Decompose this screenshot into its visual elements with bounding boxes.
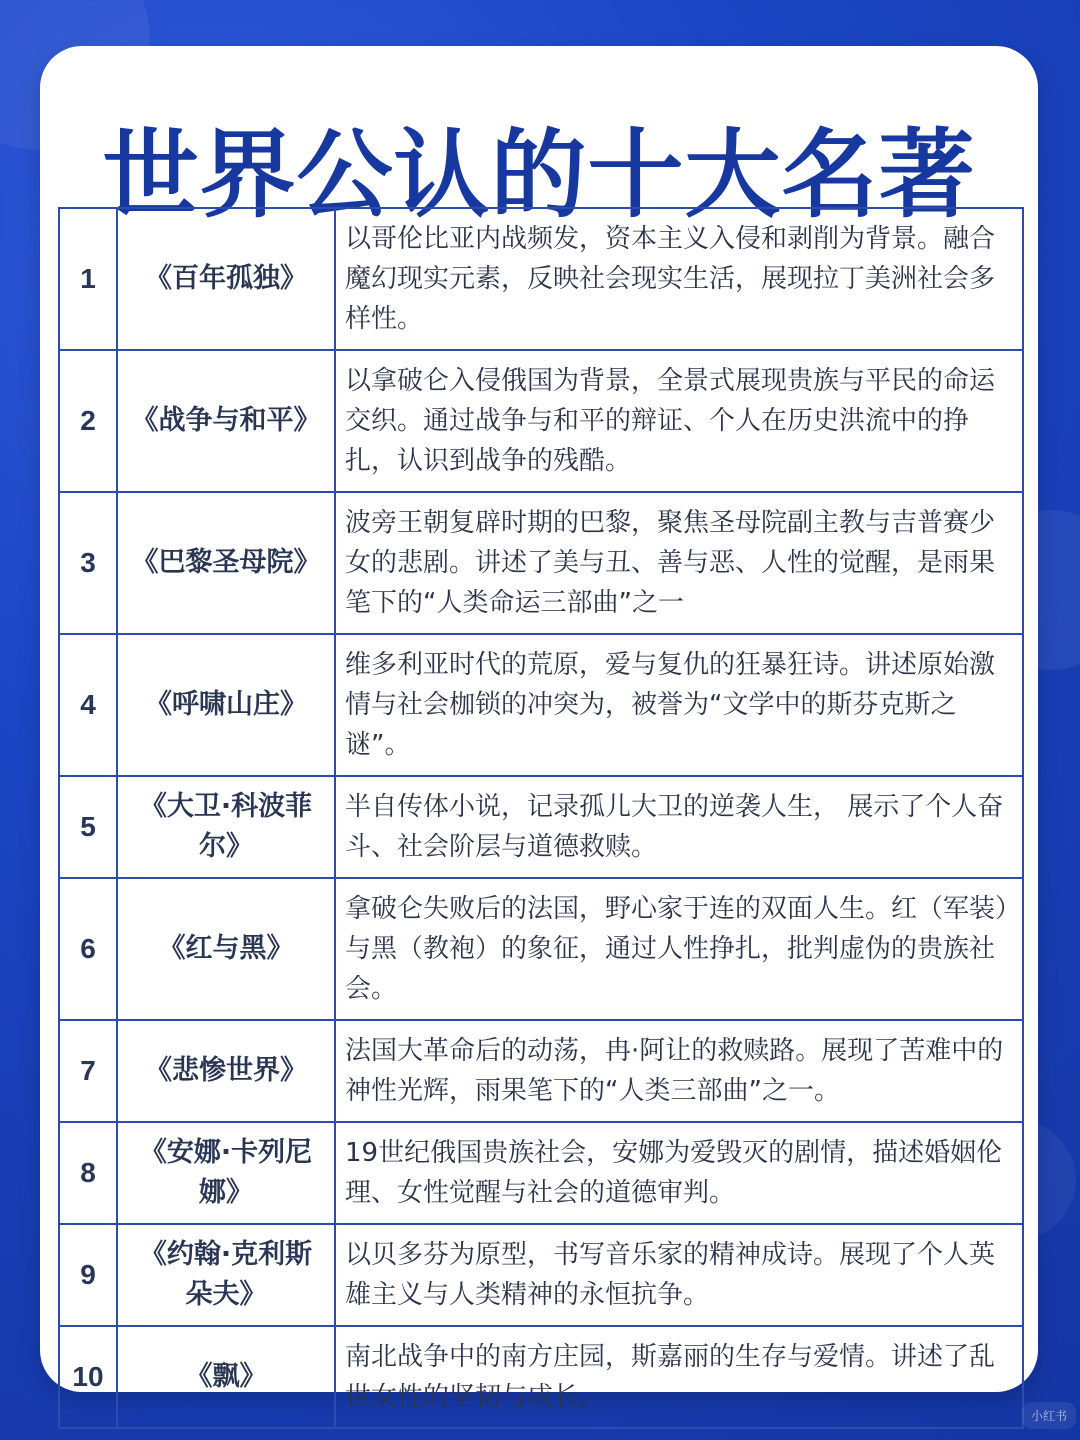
table-row (59, 1326, 1023, 1428)
book-title: 《红与黑》 (117, 878, 335, 1020)
book-description: 以贝多芬为原型，书写音乐家的精神成诗。展现了个人英雄主义与人类精神的永恒抗争。 (335, 1224, 1023, 1326)
books-table (58, 207, 1024, 1429)
book-title: 《百年孤独》 (117, 208, 335, 350)
row-number: 7 (59, 1020, 117, 1122)
book-description: 以哥伦比亚内战频发，资本主义入侵和剥削为背景。融合魔幻现实元素，反映社会现实生活，展现拉丁美洲社会多样性。 (335, 208, 1023, 350)
page-title: 世界公认的十大名著 (102, 119, 976, 231)
book-description: 以拿破仑入侵俄国为背景，全景式展现贵族与平民的命运交织。通过战争与和平的辩证、个人在历史洪流中的挣扎，认识到战争的残酷。 (335, 350, 1023, 492)
table-row (59, 350, 1023, 492)
table-row (59, 492, 1023, 634)
row-number: 5 (59, 776, 117, 878)
row-number: 2 (59, 350, 117, 492)
row-number: 6 (59, 878, 117, 1020)
row-number: 1 (59, 208, 117, 350)
book-description: 维多利亚时代的荒原，爱与复仇的狂暴狂诗。讲述原始激情与社会枷锁的冲突为，被誉为“文学中的斯芬克斯之谜”。 (335, 634, 1023, 776)
row-number: 3 (59, 492, 117, 634)
book-title: 《大卫·科波菲尔》 (117, 776, 335, 878)
book-description: 波旁王朝复辟时期的巴黎，聚焦圣母院副主教与吉普赛少女的悲剧。讲述了美与丑、善与恶、人性的觉醒，是雨果笔下的“人类命运三部曲”之一 (335, 492, 1023, 634)
book-description: 法国大革命后的动荡，冉·阿让的救赎路。展现了苦难中的神性光辉，雨果笔下的“人类三部曲”之一。 (335, 1020, 1023, 1122)
book-title: 《悲惨世界》 (117, 1020, 335, 1122)
row-number: 4 (59, 634, 117, 776)
book-title: 《安娜·卡列尼娜》 (117, 1122, 335, 1224)
table-row (59, 1122, 1023, 1224)
book-title: 《约翰·克利斯朵夫》 (117, 1224, 335, 1326)
book-title: 《呼啸山庄》 (117, 634, 335, 776)
table-row (59, 1224, 1023, 1326)
table-row (59, 634, 1023, 776)
row-number: 8 (59, 1122, 117, 1224)
book-title: 《飘》 (117, 1326, 335, 1428)
table-row (59, 878, 1023, 1020)
table-row (59, 1020, 1023, 1122)
table-row (59, 208, 1023, 350)
book-title: 《巴黎圣母院》 (117, 492, 335, 634)
book-description: 19世纪俄国贵族社会，安娜为爱毁灭的剧情，描述婚姻伦理、女性觉醒与社会的道德审判。 (335, 1122, 1023, 1224)
book-description: 拿破仑失败后的法国，野心家于连的双面人生。红（军装）与黑（教袍）的象征，通过人性挣扎，批判虚伪的贵族社会。 (335, 878, 1023, 1020)
book-title: 《战争与和平》 (117, 350, 335, 492)
table-row (59, 776, 1023, 878)
books-table-wrapper (58, 207, 1022, 1412)
row-number: 9 (59, 1224, 117, 1326)
book-description: 南北战争中的南方庄园，斯嘉丽的生存与爱情。讲述了乱世女性的坚韧与成长。 (335, 1326, 1023, 1428)
book-description: 半自传体小说，记录孤儿大卫的逆袭人生， 展示了个人奋斗、社会阶层与道德救赎。 (335, 776, 1023, 878)
watermark: 小红书 (1022, 1402, 1076, 1429)
row-number: 10 (59, 1326, 117, 1428)
